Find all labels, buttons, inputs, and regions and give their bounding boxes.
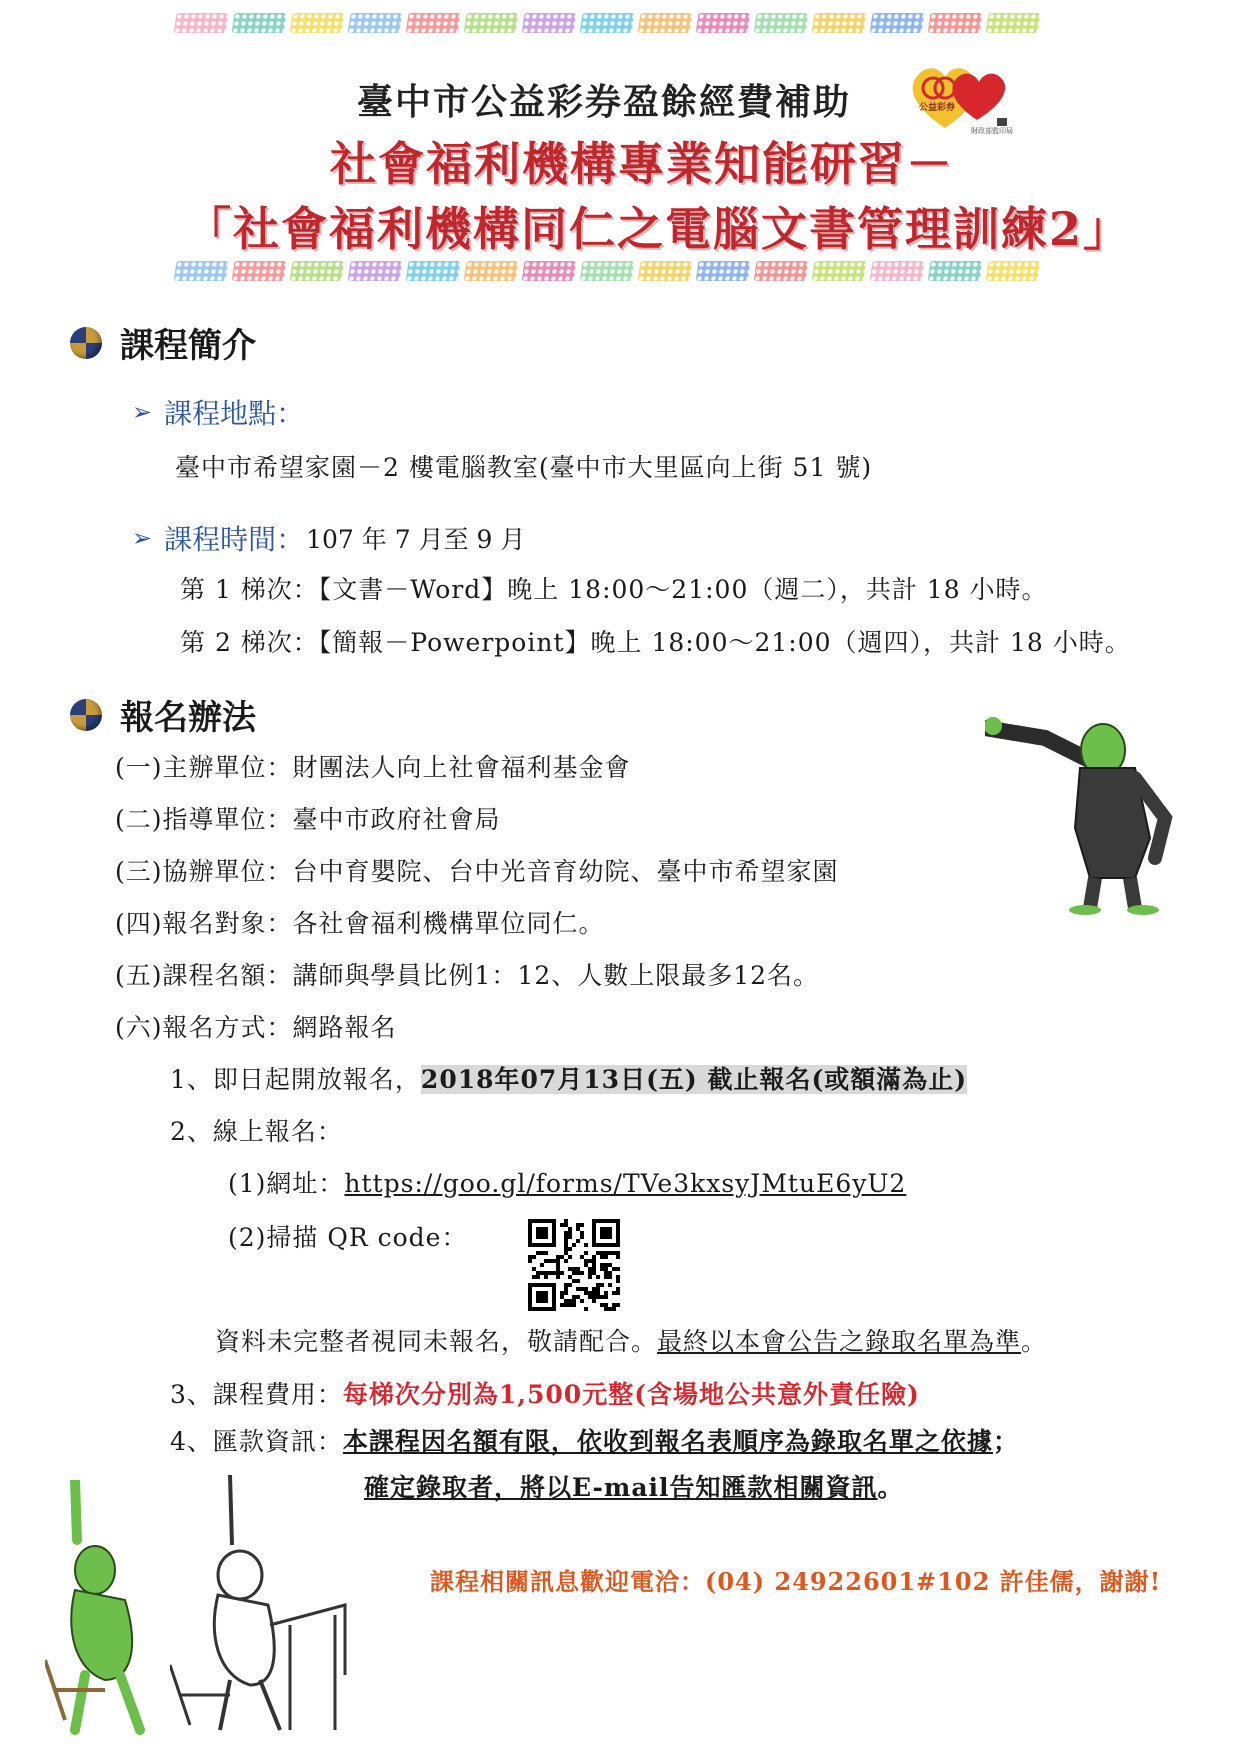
bunting-flag	[870, 13, 925, 33]
bunting-flag	[638, 13, 693, 33]
bunting-flag	[174, 13, 229, 33]
section-registration	[70, 690, 256, 739]
bunting-flag	[232, 261, 287, 281]
location-value: 臺中市希望家園－2 樓電腦教室(臺中市大里區向上街 51 號)	[175, 453, 873, 482]
deadline-highlight: 2018年07月13日(五) 截止報名(或額滿為止)	[420, 1065, 968, 1094]
section-course-intro	[70, 318, 256, 367]
bunting-flag	[986, 261, 1041, 281]
contact-info: 課程相關訊息歡迎電洽：(04) 24922601#102 許佳儒，謝謝!	[430, 1567, 1162, 1596]
bunting-top	[175, 8, 1065, 38]
bunting-flag	[464, 261, 519, 281]
step-1-prefix: 1、即日起開放報名，	[170, 1065, 421, 1094]
remit-line-2: 確定錄取者，將以E-mail告知匯款相關資訊	[364, 1473, 878, 1502]
bunting-flag	[754, 13, 809, 33]
remit-label: 4、匯款資訊：	[170, 1427, 343, 1456]
bunting-flag	[290, 261, 345, 281]
bullet-ball-icon	[70, 327, 102, 359]
bunting-flag	[348, 13, 403, 33]
session-2: 第 2 梯次：【簡報－Powerpoint】晚上 18:00～21:00（週四），共計 18 小時。	[180, 628, 1131, 657]
reg-item-supervisor: (二)指導單位：臺中市政府社會局	[115, 805, 501, 834]
bunting-flag	[986, 13, 1041, 33]
bunting-flag	[696, 13, 751, 33]
logo-caption: 財政部監印局	[971, 127, 1013, 135]
remit-line-2-end: 。	[877, 1473, 904, 1502]
bunting-flag	[174, 261, 229, 281]
bunting-flag	[522, 13, 577, 33]
arrow-bullet-icon: ➢	[132, 524, 153, 552]
incomplete-note: 資料未完整者視同未報名，敬請配合。	[215, 1327, 658, 1356]
location-label: 課程地點：	[164, 397, 305, 430]
bunting-flag	[580, 13, 635, 33]
bunting-flag	[928, 261, 983, 281]
bunting-flag	[580, 261, 635, 281]
bunting-flag	[348, 261, 403, 281]
registration-url-link[interactable]: https://goo.gl/forms/TVe3kxsyJMtuE6yU2	[344, 1169, 907, 1198]
bunting-flag	[232, 13, 287, 33]
header-title-line1: 社會福利機構專業知能研習－	[330, 137, 954, 191]
remit-row	[170, 1422, 1019, 1458]
session-1: 第 1 梯次：【文書－Word】晚上 18:00～21:00（週二），共計 18 小時。	[180, 575, 1048, 604]
section-title: 課程簡介	[120, 326, 256, 366]
fee-row	[170, 1375, 920, 1411]
arrow-bullet-icon: ➢	[132, 398, 153, 426]
bunting-flag	[870, 261, 925, 281]
reg-item-method: (六)報名方式：網路報名	[115, 1013, 397, 1042]
lottery-logo	[905, 58, 1025, 136]
reg-item-co-organizer: (三)協辦單位：台中育嬰院、台中光音育幼院、臺中市希望家園	[115, 857, 839, 886]
course-time-heading	[132, 518, 525, 558]
bunting-flag	[290, 13, 345, 33]
sitting-frog-green-illustration	[45, 1480, 165, 1740]
section-title: 報名辦法	[120, 698, 256, 738]
header-subsidy-line: 臺中市公益彩券盈餘經費補助	[357, 81, 852, 123]
fee-value: 每梯次分別為1,500元整(含場地公共意外責任險)	[342, 1380, 920, 1409]
reg-item-target: (四)報名對象：各社會福利機構單位同仁。	[115, 909, 605, 938]
bunting-flag	[464, 13, 519, 33]
final-note: 最終以本會公告之錄取名單為準	[657, 1327, 1022, 1356]
remit-line-1: 本課程因名額有限，依收到報名表順序為錄取名單之依據	[342, 1427, 993, 1456]
logo-text: 公益彩券	[919, 103, 956, 113]
bunting-flag	[812, 261, 867, 281]
url-row	[228, 1164, 906, 1200]
note-row	[215, 1322, 1047, 1358]
time-label: 課程時間：	[164, 523, 305, 556]
pointing-frog-illustration	[985, 708, 1195, 918]
bunting-flag	[696, 261, 751, 281]
reg-item-organizer: (一)主辦單位：財團法人向上社會福利基金會	[115, 753, 631, 782]
final-period: 。	[1021, 1327, 1048, 1356]
url-label: (1)網址：	[228, 1169, 345, 1198]
fee-label: 3、課程費用：	[170, 1380, 343, 1409]
header-title-line2: 「社會福利機構同仁之電腦文書管理訓練2」	[185, 202, 1132, 256]
time-value: 107 年 7 月至 9 月	[306, 525, 526, 554]
remit-row-2	[364, 1468, 904, 1504]
heart-logo-icon	[905, 58, 1025, 136]
bunting-flag	[406, 261, 461, 281]
bunting-flag	[812, 13, 867, 33]
remit-line-1-end: ；	[992, 1427, 1019, 1456]
bullet-ball-icon	[70, 699, 102, 731]
course-location-heading	[132, 392, 304, 432]
qr-label: (2)掃描 QR code：	[228, 1223, 468, 1252]
sitting-frog-sketch-illustration	[170, 1475, 350, 1740]
reg-item-quota: (五)課程名額：講師與學員比例1：12、人數上限最多12名。	[115, 961, 820, 990]
qr-code-icon[interactable]	[528, 1219, 620, 1311]
step-2: 2、線上報名：	[170, 1117, 343, 1146]
bunting-flag	[522, 261, 577, 281]
bunting-flag	[754, 261, 809, 281]
step-1	[170, 1060, 967, 1096]
bunting-flag	[928, 13, 983, 33]
bunting-flag	[406, 13, 461, 33]
bunting-flag	[638, 261, 693, 281]
bunting-bottom	[175, 256, 1065, 286]
